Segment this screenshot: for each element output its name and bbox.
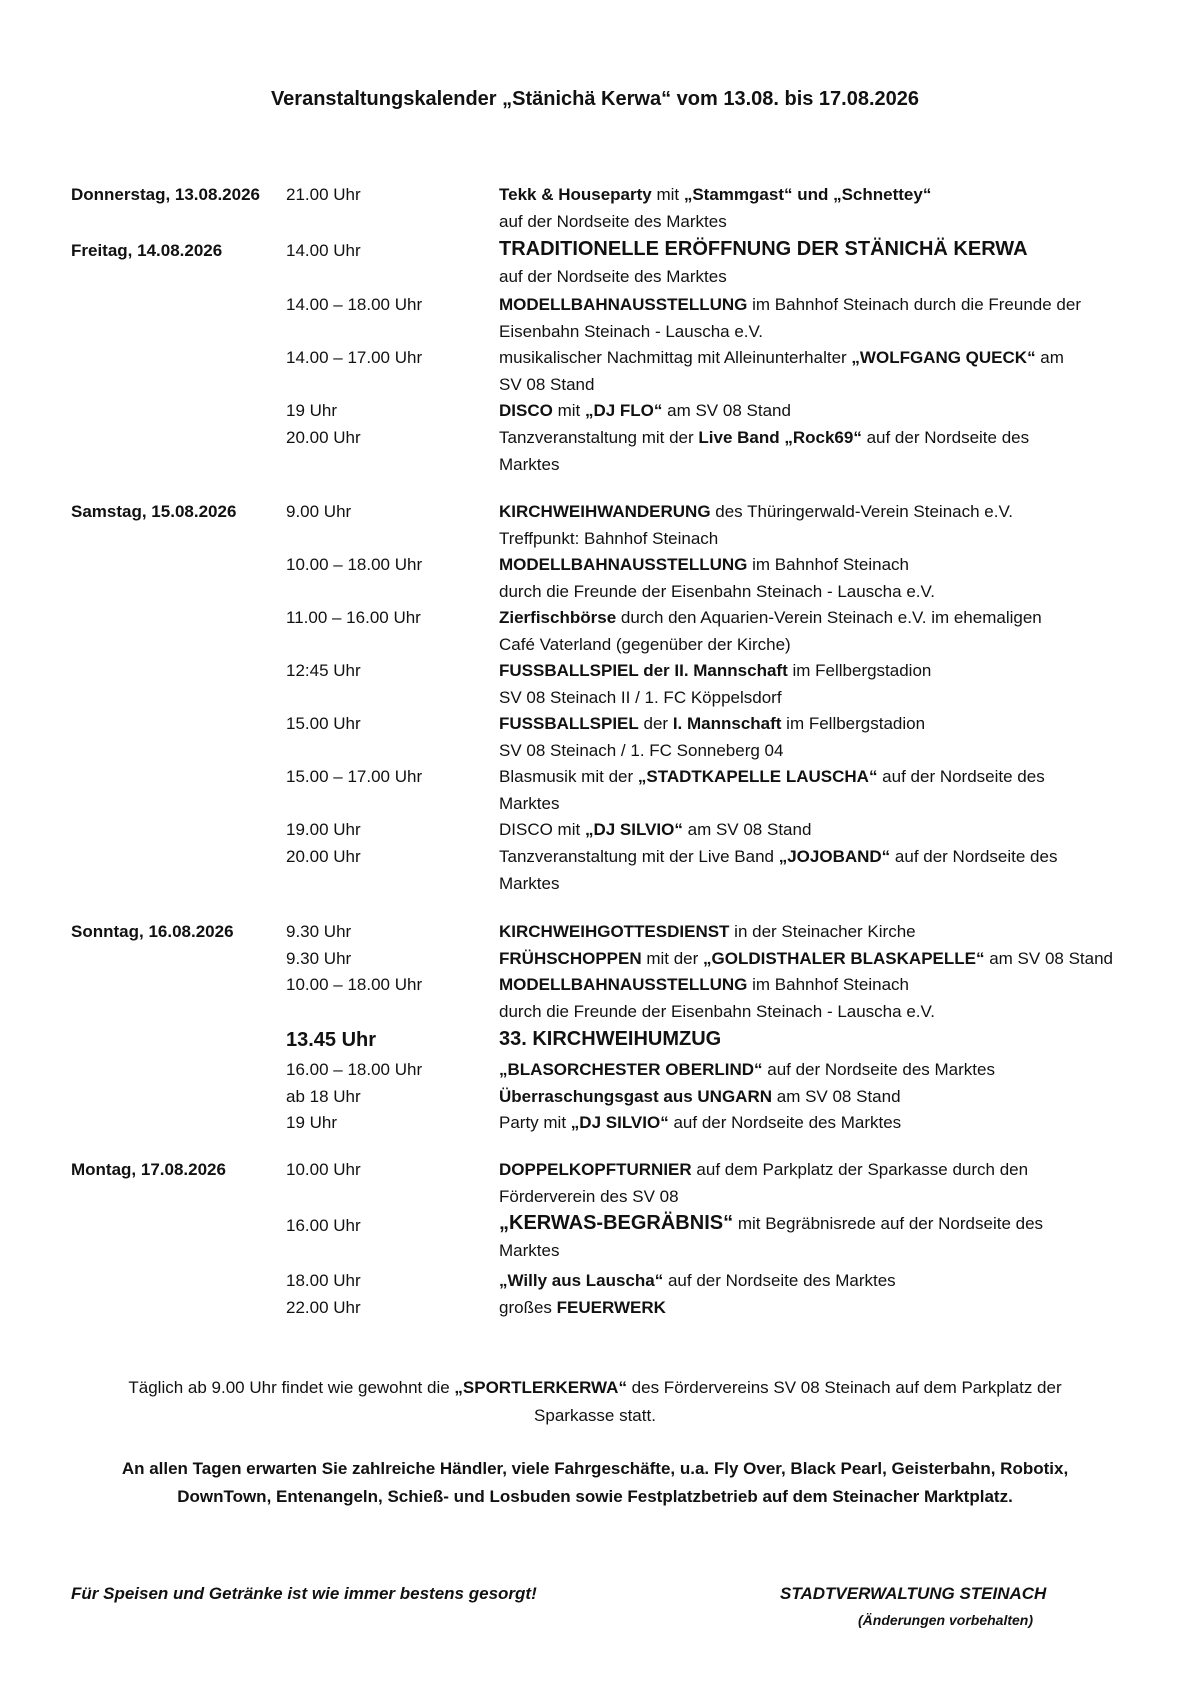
vendors-notice	[60, 1455, 1130, 1511]
event-text: in der Steinacher Kirche	[729, 922, 916, 941]
event-highlight: Tekk & Houseparty	[499, 185, 652, 204]
event-time: 20.00 Uhr	[286, 428, 361, 447]
day-sunday: Sonntag, 16.08.2026	[71, 922, 234, 941]
event-text: Party mit	[499, 1113, 571, 1132]
event-text: durch den Aquarien-Verein Steinach e.V. im ehemaligen	[616, 608, 1042, 627]
event-text: am SV 08 Stand	[682, 820, 812, 839]
event-detail: SV 08 Stand	[499, 375, 595, 394]
event-highlight: „STADTKAPELLE LAUSCHA“	[637, 767, 878, 786]
event-description	[499, 498, 1124, 552]
event-description	[499, 291, 1124, 345]
event-description	[499, 1267, 1124, 1294]
event-highlight: MODELLBAHNAUSSTELLUNG	[499, 295, 748, 314]
event-description	[499, 971, 1124, 1025]
event-description	[499, 816, 1124, 843]
event-time: 19.00 Uhr	[286, 820, 361, 839]
event-highlight: „BLASORCHESTER OBERLIND“	[499, 1060, 763, 1079]
event-description	[499, 945, 1124, 972]
event-time: 14.00 – 18.00 Uhr	[286, 295, 423, 314]
event-time: 13.45 Uhr	[286, 1029, 377, 1051]
event-description	[499, 1026, 1124, 1053]
event-description	[499, 918, 1124, 945]
event-description	[499, 397, 1124, 424]
event-detail: SV 08 Steinach II / 1. FC Köppelsdorf	[499, 688, 782, 707]
event-highlight: „GOLDISTHALER BLASKAPELLE“	[703, 949, 985, 968]
event-time: 12:45 Uhr	[286, 661, 361, 680]
event-detail: Eisenbahn Steinach - Lauscha e.V.	[499, 322, 764, 341]
event-text: musikalischer Nachmittag mit Alleinunterhalter	[499, 348, 852, 367]
event-highlight: „WOLFGANG QUECK“	[851, 348, 1036, 367]
event-highlight: „DJ FLO“	[584, 401, 663, 420]
event-description	[499, 236, 1124, 290]
notice-text: Täglich ab 9.00 Uhr findet wie gewohnt die	[128, 1378, 455, 1397]
event-highlight: „JOJOBAND“	[778, 847, 891, 866]
event-text: mit der	[641, 949, 704, 968]
event-time: 15.00 Uhr	[286, 714, 361, 733]
event-time: 14.00 – 17.00 Uhr	[286, 348, 423, 367]
event-highlight: FUSSBALLSPIEL	[499, 714, 639, 733]
event-time: 11.00 – 16.00 Uhr	[286, 608, 421, 627]
notice-text: DownTown, Entenangeln, Schieß- und Losbuden sowie Festplatzbetrieb auf dem Steinacher Marktplatz.	[177, 1487, 1013, 1506]
event-text: des Thüringerwald-Verein Steinach e.V.	[710, 502, 1013, 521]
event-highlight: I. Mannschaft	[672, 714, 782, 733]
event-highlight: KIRCHWEIHGOTTESDIENST	[499, 922, 730, 941]
event-text: auf der Nordseite des	[890, 847, 1058, 866]
event-detail: Café Vaterland (gegenüber der Kirche)	[499, 635, 791, 654]
page-title: Veranstaltungskalender „Stänichä Kerwa“ vom 13.08. bis 17.08.2026	[270, 88, 920, 110]
event-text: am SV 08 Stand	[662, 401, 791, 420]
event-highlight: „DJ SILVIO“	[570, 1113, 669, 1132]
notice-highlight: „SPORTLERKERWA“	[454, 1378, 627, 1397]
event-text: Tanzveranstaltung mit der Live Band	[499, 847, 779, 866]
event-text: im Bahnhof Steinach	[747, 555, 909, 574]
event-description	[499, 1083, 1124, 1110]
event-time: 14.00 Uhr	[286, 241, 361, 260]
day-friday: Freitag, 14.08.2026	[71, 241, 223, 260]
event-description	[499, 181, 1124, 235]
event-highlight: „Willy aus Lauscha“	[499, 1271, 664, 1290]
event-time: 20.00 Uhr	[286, 847, 361, 866]
event-highlight: FRÜHSCHOPPEN	[499, 949, 642, 968]
event-detail: Förderverein des SV 08	[499, 1187, 679, 1206]
event-time: ab 18 Uhr	[286, 1087, 361, 1106]
event-time: 10.00 – 18.00 Uhr	[286, 555, 423, 574]
event-text: im Bahnhof Steinach	[747, 975, 909, 994]
event-description	[499, 657, 1124, 711]
event-text: mit	[651, 185, 684, 204]
event-text: DISCO mit	[499, 820, 585, 839]
event-time: 9.00 Uhr	[286, 502, 352, 521]
event-description	[499, 604, 1124, 658]
event-text: der	[638, 714, 673, 733]
event-text: am SV 08 Stand	[772, 1087, 901, 1106]
event-time: 10.00 – 18.00 Uhr	[286, 975, 423, 994]
event-text: im Fellbergstadion	[787, 661, 932, 680]
event-text: auf der Nordseite des Marktes	[762, 1060, 995, 1079]
event-time: 15.00 – 17.00 Uhr	[286, 767, 423, 786]
event-text: mit	[552, 401, 585, 420]
event-description	[499, 1156, 1124, 1210]
event-detail: durch die Freunde der Eisenbahn Steinach - Lauscha e.V.	[499, 582, 935, 601]
event-text: auf dem Parkplatz der Sparkasse durch den	[691, 1160, 1029, 1179]
event-text: am	[1035, 348, 1064, 367]
event-highlight: „DJ SILVIO“	[584, 820, 683, 839]
event-description	[499, 1210, 1124, 1264]
event-text: Blasmusik mit der	[499, 767, 638, 786]
notice-text: des Fördervereins SV 08 Steinach auf dem Parkplatz der	[626, 1378, 1062, 1397]
event-detail: SV 08 Steinach / 1. FC Sonneberg 04	[499, 741, 784, 760]
event-highlight: DISCO	[499, 401, 553, 420]
event-description	[499, 344, 1124, 398]
event-time: 16.00 Uhr	[286, 1216, 361, 1235]
sportlerkerwa-notice	[60, 1374, 1130, 1430]
event-time: 22.00 Uhr	[286, 1298, 361, 1317]
event-detail: auf der Nordseite des Marktes	[499, 212, 727, 231]
footer-signature: STADTVERWALTUNG STEINACH	[780, 1584, 1047, 1603]
event-text: auf der Nordseite des Marktes	[663, 1271, 896, 1290]
event-highlight: MODELLBAHNAUSSTELLUNG	[499, 975, 748, 994]
event-highlight: „Stammgast“ und „Schnettey“	[683, 185, 932, 204]
event-time: 19 Uhr	[286, 1113, 338, 1132]
event-highlight: Überraschungsgast aus UNGARN	[499, 1087, 773, 1106]
event-detail: Marktes	[499, 874, 560, 893]
event-detail: Marktes	[499, 1241, 560, 1260]
event-text: mit Begräbnisrede auf der Nordseite des	[733, 1214, 1044, 1233]
event-description	[499, 1056, 1124, 1083]
event-highlight: FUSSBALLSPIEL der II. Mannschaft	[499, 661, 788, 680]
event-highlight: MODELLBAHNAUSSTELLUNG	[499, 555, 748, 574]
event-detail: Marktes	[499, 794, 560, 813]
event-detail: durch die Freunde der Eisenbahn Steinach - Lauscha e.V.	[499, 1002, 935, 1021]
event-highlight: KIRCHWEIHWANDERUNG	[499, 502, 711, 521]
event-highlight: 33. KIRCHWEIHUMZUG	[499, 1028, 722, 1050]
notice-text: Sparkasse statt.	[534, 1406, 656, 1425]
event-description	[499, 710, 1124, 764]
event-time: 18.00 Uhr	[286, 1271, 361, 1290]
footer-catering-note: Für Speisen und Getränke ist wie immer bestens gesorgt!	[71, 1584, 537, 1603]
footer-changes-note: (Änderungen vorbehalten)	[858, 1612, 1034, 1628]
day-saturday: Samstag, 15.08.2026	[71, 502, 237, 521]
event-description	[499, 551, 1124, 605]
event-text: auf der Nordseite des	[861, 428, 1030, 447]
event-text: im Fellbergstadion	[781, 714, 926, 733]
event-description	[499, 843, 1124, 897]
event-highlight: FEUERWERK	[556, 1298, 666, 1317]
event-highlight: „KERWAS-BEGRÄBNIS“	[499, 1212, 734, 1234]
event-description	[499, 1109, 1124, 1136]
event-text: großes	[499, 1298, 557, 1317]
event-time: 10.00 Uhr	[286, 1160, 361, 1179]
event-text: am SV 08 Stand	[984, 949, 1114, 968]
event-time: 9.30 Uhr	[286, 922, 352, 941]
day-monday: Montag, 17.08.2026	[71, 1160, 226, 1179]
event-detail: Marktes	[499, 455, 560, 474]
event-text: im Bahnhof Steinach durch die Freunde der	[747, 295, 1081, 314]
event-highlight: Live Band „Rock69“	[698, 428, 862, 447]
event-description	[499, 1294, 1124, 1321]
event-text: auf der Nordseite des Marktes	[668, 1113, 902, 1132]
event-time: 9.30 Uhr	[286, 949, 352, 968]
notice-text: An allen Tagen erwarten Sie zahlreiche Händler, viele Fahrgeschäfte, u.a. Fly Over, Black Pearl, Geisterbahn, Robotix,	[121, 1459, 1069, 1478]
event-highlight: Zierfischbörse	[499, 608, 617, 627]
event-description	[499, 424, 1124, 478]
event-detail: Treffpunkt: Bahnhof Steinach	[499, 529, 719, 548]
day-thursday: Donnerstag, 13.08.2026	[71, 185, 260, 204]
event-highlight: TRADITIONELLE ERÖFFNUNG DER STÄNICHÄ KERWA	[499, 238, 1028, 260]
event-text: Tanzveranstaltung mit der	[499, 428, 699, 447]
event-text: auf der Nordseite des	[877, 767, 1045, 786]
event-time: 21.00 Uhr	[286, 185, 361, 204]
event-detail: auf der Nordseite des Marktes	[499, 267, 727, 286]
event-time: 19 Uhr	[286, 401, 338, 420]
event-highlight: DOPPELKOPFTURNIER	[499, 1160, 692, 1179]
event-description	[499, 763, 1124, 817]
event-time: 16.00 – 18.00 Uhr	[286, 1060, 423, 1079]
